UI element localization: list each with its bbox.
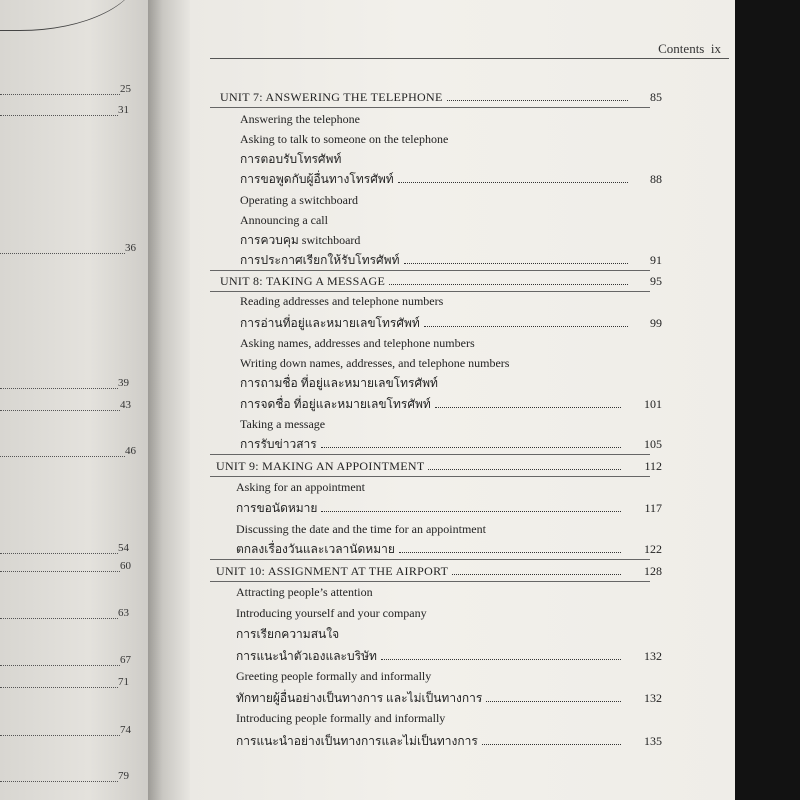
toc-item-row bbox=[190, 415, 735, 433]
left-page-number: 67 bbox=[120, 654, 131, 666]
toc-entry-text: การจดชื่อ ที่อยู่และหมายเลขโทรศัพท์ bbox=[240, 397, 431, 411]
toc-entry-text: Asking for an appointment bbox=[236, 480, 365, 494]
toc-entry-text: การแนะนำตัวเองและบริษัท bbox=[236, 649, 377, 663]
toc-page-number: 88 bbox=[650, 172, 662, 186]
toc-item-row bbox=[190, 374, 735, 392]
dot-leader bbox=[0, 679, 118, 688]
toc-item-row bbox=[190, 520, 735, 538]
left-page-number: 63 bbox=[118, 607, 129, 619]
toc-item-row bbox=[190, 732, 735, 750]
section-rule bbox=[210, 581, 650, 582]
page-number: ix bbox=[710, 41, 721, 56]
section-rule bbox=[210, 476, 650, 477]
dot-leader bbox=[0, 402, 120, 411]
toc-page-number: 117 bbox=[644, 501, 662, 515]
dot-leader bbox=[0, 657, 120, 666]
dot-leader bbox=[435, 407, 621, 408]
toc-entry-text: Taking a message bbox=[240, 417, 326, 431]
toc-item-row bbox=[190, 292, 735, 310]
toc-item-row bbox=[190, 314, 735, 332]
dot-leader bbox=[486, 701, 621, 702]
toc-page-number: 95 bbox=[650, 274, 662, 288]
dot-leader bbox=[428, 469, 621, 470]
left-page-number: 60 bbox=[120, 560, 131, 572]
toc-page-number: 132 bbox=[644, 691, 662, 705]
toc-page-number: 112 bbox=[644, 459, 662, 473]
toc-entry-text: การถามชื่อ ที่อยู่และหมายเลขโทรศัพท์ bbox=[240, 376, 438, 390]
left-page-entry bbox=[0, 770, 129, 782]
toc-entry-text: Discussing the date and the time for an appointment bbox=[236, 522, 486, 536]
toc-item-row bbox=[190, 647, 735, 665]
toc-entry-text: Introducing yourself and your company bbox=[236, 606, 427, 620]
dot-leader bbox=[399, 552, 621, 553]
dot-leader bbox=[0, 380, 118, 389]
toc-entry-text: การแนะนำอย่างเป็นทางการและไม่เป็นทางการ bbox=[236, 734, 478, 748]
toc-item-row bbox=[190, 211, 735, 229]
toc-entry-text: Announcing a call bbox=[240, 213, 328, 227]
toc-entry-text: การอ่านที่อยู่และหมายเลขโทรศัพท์ bbox=[240, 316, 420, 330]
toc-entry-text: Introducing people formally and informally bbox=[236, 711, 446, 725]
toc-entry-text: UNIT 8: TAKING A MESSAGE bbox=[220, 274, 386, 288]
left-page-entry bbox=[0, 676, 129, 688]
dot-leader bbox=[482, 744, 621, 745]
left-page-number: 25 bbox=[120, 83, 131, 95]
toc-entry-text: Asking names, addresses and telephone numbers bbox=[240, 336, 475, 350]
toc-page-number: 128 bbox=[644, 564, 662, 578]
toc-entry-text: UNIT 7: ANSWERING THE TELEPHONE bbox=[220, 90, 443, 104]
section-rule bbox=[210, 107, 650, 108]
left-page-number: 39 bbox=[118, 377, 129, 389]
toc-page-number: 85 bbox=[650, 90, 662, 104]
left-page bbox=[0, 0, 148, 800]
toc-page-number: 122 bbox=[644, 542, 662, 556]
toc-item-row bbox=[190, 583, 735, 601]
left-page-number: 46 bbox=[125, 445, 136, 457]
toc-page-number: 91 bbox=[650, 253, 662, 267]
section-rule bbox=[210, 559, 650, 560]
toc-item-row bbox=[190, 478, 735, 496]
toc-entry-text: การรับข่าวสาร bbox=[240, 437, 317, 451]
header-rule bbox=[210, 58, 729, 59]
dot-leader bbox=[0, 563, 120, 572]
toc-item-row bbox=[190, 667, 735, 685]
toc-entry-text: การขอนัดหมาย bbox=[236, 501, 318, 515]
toc-entry-text: การขอพูดกับผู้อื่นทางโทรศัพท์ bbox=[240, 172, 394, 186]
toc-entry-text: UNIT 10: ASSIGNMENT AT THE AIRPORT bbox=[216, 564, 449, 578]
left-page-entry bbox=[0, 83, 131, 95]
toc-item-row bbox=[190, 110, 735, 128]
left-page-entry bbox=[0, 377, 129, 389]
toc-item-row bbox=[190, 540, 735, 558]
book-gutter bbox=[148, 0, 190, 800]
dot-leader bbox=[398, 182, 628, 183]
toc-entry-text: ทักทายผู้อื่นอย่างเป็นทางการ และไม่เป็นทางการ bbox=[236, 691, 483, 705]
toc-entry-text: การเรียกความสนใจ bbox=[236, 627, 340, 641]
toc-entry-text: การควบคุม switchboard bbox=[240, 233, 361, 247]
dot-leader bbox=[0, 448, 125, 457]
toc-item-row bbox=[190, 395, 735, 413]
toc-page-number: 105 bbox=[644, 437, 662, 451]
section-rule bbox=[210, 270, 650, 271]
dot-leader bbox=[0, 107, 118, 116]
toc-entry-text: ตกลงเรื่องวันและเวลานัดหมาย bbox=[236, 542, 395, 556]
dot-leader bbox=[404, 263, 629, 264]
toc-page-number: 101 bbox=[644, 397, 662, 411]
dot-leader bbox=[0, 610, 118, 619]
toc-item-row bbox=[190, 150, 735, 168]
dot-leader bbox=[321, 447, 621, 448]
toc-entry-text: การตอบรับโทรศัพท์ bbox=[240, 152, 342, 166]
left-page-number: 74 bbox=[120, 724, 131, 736]
dot-leader bbox=[447, 100, 628, 101]
toc-page-number: 132 bbox=[644, 649, 662, 663]
toc-item-row bbox=[190, 251, 735, 269]
left-page-number: 71 bbox=[118, 676, 129, 688]
dot-leader bbox=[0, 545, 118, 554]
left-page-number: 36 bbox=[125, 242, 136, 254]
left-page-entry bbox=[0, 445, 136, 457]
decorative-curve bbox=[0, 0, 140, 31]
toc-page-number: 135 bbox=[644, 734, 662, 748]
toc-entry-text: Asking to talk to someone on the telephone bbox=[240, 132, 449, 146]
left-page-number: 54 bbox=[118, 542, 129, 554]
section-rule bbox=[210, 454, 650, 455]
toc-item-row bbox=[190, 354, 735, 372]
left-page-number: 31 bbox=[118, 104, 129, 116]
left-page-number: 43 bbox=[120, 399, 131, 411]
toc-entry-text: Greeting people formally and informally bbox=[236, 669, 432, 683]
toc-entry-text: Writing down names, addresses, and telephone numbers bbox=[240, 356, 510, 370]
toc-entry-text: Answering the telephone bbox=[240, 112, 360, 126]
toc-item-row bbox=[190, 709, 735, 727]
dot-leader bbox=[424, 326, 628, 327]
dot-leader bbox=[452, 574, 621, 575]
contents-page bbox=[190, 0, 735, 800]
toc-item-row bbox=[190, 170, 735, 188]
toc-page-number: 99 bbox=[650, 316, 662, 330]
running-head-label: Contents bbox=[658, 41, 705, 56]
left-page-entry bbox=[0, 104, 129, 116]
toc-unit-row bbox=[190, 88, 735, 106]
left-page-entry bbox=[0, 399, 131, 411]
background-edge bbox=[735, 0, 800, 800]
toc-entry-text: Operating a switchboard bbox=[240, 193, 358, 207]
left-page-entry bbox=[0, 724, 131, 736]
dot-leader bbox=[321, 511, 621, 512]
left-page-entry bbox=[0, 542, 129, 554]
toc-entry-text: Reading addresses and telephone numbers bbox=[240, 294, 444, 308]
toc-item-row bbox=[190, 231, 735, 249]
dot-leader bbox=[0, 245, 125, 254]
left-page-entry bbox=[0, 607, 129, 619]
toc-item-row bbox=[190, 130, 735, 148]
toc-item-row bbox=[190, 435, 735, 453]
toc-item-row bbox=[190, 499, 735, 517]
dot-leader bbox=[0, 773, 118, 782]
dot-leader bbox=[0, 727, 120, 736]
left-page-entry bbox=[0, 242, 136, 254]
toc-entry-text: Attracting people’s attention bbox=[236, 585, 373, 599]
toc-unit-row bbox=[190, 457, 735, 475]
dot-leader bbox=[0, 86, 120, 95]
toc-unit-row bbox=[190, 272, 735, 290]
left-page-number: 79 bbox=[118, 770, 129, 782]
toc-item-row bbox=[190, 334, 735, 352]
toc-entry-text: UNIT 9: MAKING AN APPOINTMENT bbox=[216, 459, 425, 473]
toc-item-row bbox=[190, 689, 735, 707]
left-page-entry bbox=[0, 654, 131, 666]
running-head bbox=[658, 41, 721, 57]
toc-item-row bbox=[190, 604, 735, 622]
left-page-entry bbox=[0, 560, 131, 572]
toc-unit-row bbox=[190, 562, 735, 580]
toc-entry-text: การประกาศเรียกให้รับโทรศัพท์ bbox=[240, 253, 400, 267]
toc-item-row bbox=[190, 625, 735, 643]
dot-leader bbox=[389, 284, 628, 285]
dot-leader bbox=[381, 659, 621, 660]
toc-item-row bbox=[190, 191, 735, 209]
